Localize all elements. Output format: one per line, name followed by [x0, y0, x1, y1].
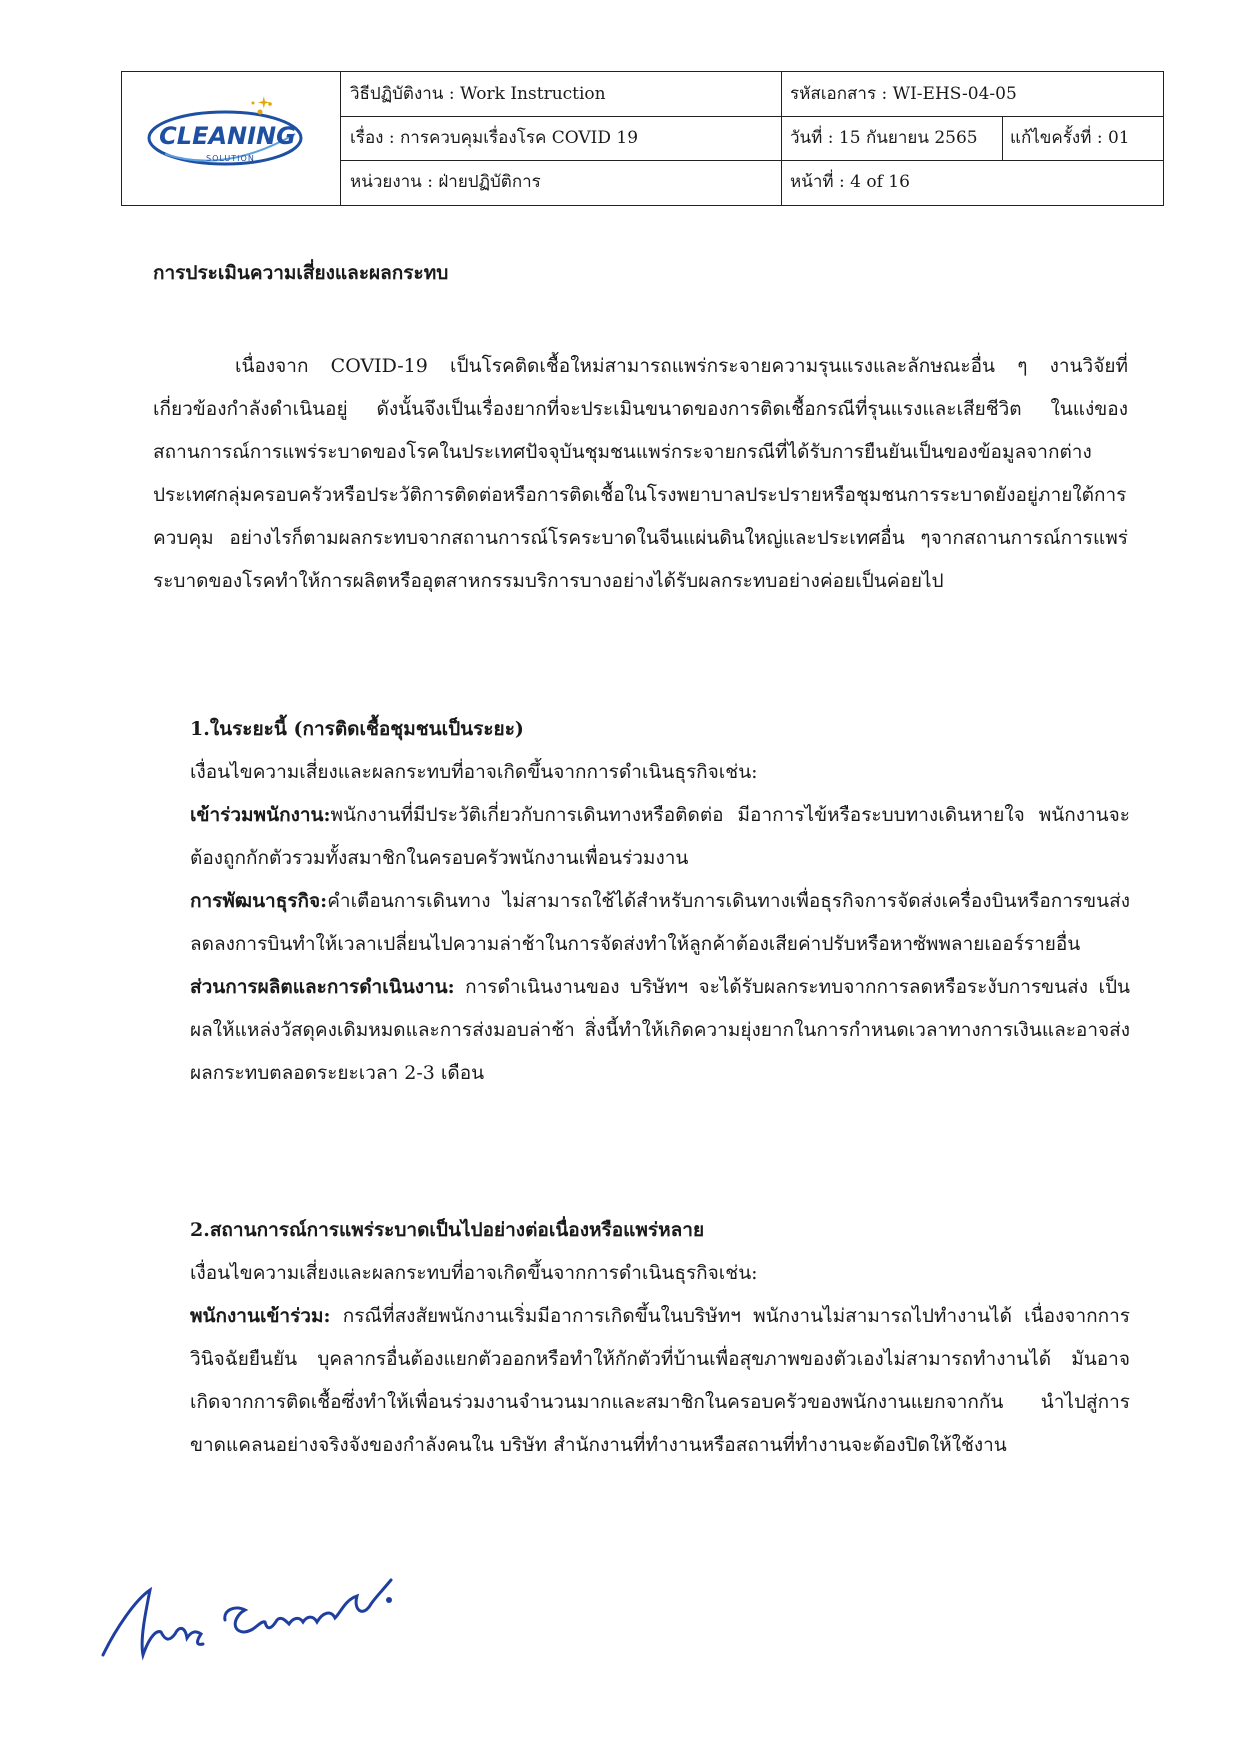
document-header-table [121, 71, 1164, 206]
section-2 [190, 1209, 1130, 1467]
doc-department: หน่วยงาน : ฝ่ายปฏิบัติการ [350, 172, 541, 192]
section-2-title: 2.สถานการณ์การแพร่ระบาดเป็นไปอย่างต่อเนื่องหรือแพร่หลาย [190, 1219, 705, 1241]
company-logo [150, 102, 300, 177]
doc-code: รหัสเอกสาร : WI-EHS-04-05 [790, 84, 1017, 104]
section-1 [190, 708, 1130, 1095]
header-divider [781, 72, 782, 205]
header-divider [340, 72, 341, 205]
section-1-item [190, 880, 1130, 966]
intro-paragraph: เนื่องจาก COVID-19 เป็นโรคติดเชื้อใหม่สามารถแพร่กระจายความรุนแรงและลักษณะอื่น ๆ งานวิจัยที่เกี่ยวข้องกำลังดำเนินอยู่ ดังนั้นจึงเป็นเรื่องยากที่จะประเมินขนาดของการติดเชื้อกรณีที่รุนแรงและเสียชีวิต ในแง่ของสถานการณ์การแพร่ระบาดของโรคในประเทศปัจจุบันชุมชนแพร่กระจายกรณีที่ได้รับการยืนยันเป็นของข้อมูลจากต่างประเทศกลุ่มครอบครัวหรือประวัติการติดต่อหรือการติดเชื้อในโรงพยาบาลประปรายหรือชุมชนการระบาดยังอยู่ภายใต้การควบคุม อย่างไรก็ตามผลกระทบจากสถานการณ์โรคระบาดในจีนแผ่นดินใหญ่และประเทศอื่น ๆจากสถานการณ์การแพร่ระบาดของโรคทำให้การผลิตหรืออุตสาหกรรมบริการบางอย่างได้รับผลกระทบอย่างค่อยเป็นค่อยไป [153, 355, 1128, 592]
section-2-item [190, 1295, 1130, 1467]
item-label: เข้าร่วมพนักงาน: [190, 804, 331, 826]
item-label: ส่วนการผลิตและการดำเนินงาน: [190, 976, 455, 998]
section-1-lead: เงื่อนไขความเสี่ยงและผลกระทบที่อาจเกิดขึ้นจากการดำเนินธุรกิจเช่น: [190, 761, 758, 783]
logo-subtitle: SOLUTION [206, 154, 255, 163]
header-divider [1002, 116, 1003, 160]
doc-subject: เรื่อง : การควบคุมเรื่องโรค COVID 19 [350, 128, 639, 148]
section-1-item [190, 794, 1130, 880]
logo-wordmark: CLEANING [159, 122, 296, 150]
doc-type: วิธีปฏิบัติงาน : Work Instruction [350, 84, 606, 104]
item-text: กรณีที่สงสัยพนักงานเริ่มมีอาการเกิดขึ้นในบริษัทฯ พนักงานไม่สามารถไปทำงานได้ เนื่องจากการวินิจฉัยยืนยัน บุคลากรอื่นต้องแยกตัวออกหรือทำให้กักตัวที่บ้านเพื่อสุขภาพของตัวเองไม่สามารถทำงานได้ มันอาจเกิดจากการติดเชื้อซึ่งทำให้เพื่อนร่วมงานจำนวนมากและสมาชิกในครอบครัวของพนักงานแยกจากกัน นำไปสู่การขาดแคลนอย่างจริงจังของกำลังคนใน บริษัท สำนักงานที่ทำงานหรือสถานที่ทำงานจะต้องปิดให้ใช้งาน [190, 1305, 1130, 1456]
doc-page-number: หน้าที่ : 4 of 16 [790, 172, 910, 192]
doc-date: วันที่ : 15 กันยายน 2565 [790, 128, 978, 148]
section-1-item [190, 966, 1130, 1095]
section-2-lead: เงื่อนไขความเสี่ยงและผลกระทบที่อาจเกิดขึ้นจากการดำเนินธุรกิจเช่น: [190, 1262, 758, 1284]
item-text: การดำเนินงานของ บริษัทฯ จะได้รับผลกระทบจากการลดหรือระงับการขนส่ง เป็นผลให้แหล่งวัสดุคงเดิมหมดและการส่งมอบล่าช้า สิ่งนี้ทำให้เกิดความยุ่งยากในการกำหนดเวลาทางการเงินและอาจส่งผลกระทบตลอดระยะเวลา 2-3 เดือน [190, 976, 1130, 1084]
doc-revision: แก้ไขครั้งที่ : 01 [1010, 128, 1130, 148]
item-text: คำเตือนการเดินทาง ไม่สามารถใช้ได้สำหรับการเดินทางเพื่อธุรกิจการจัดส่งเครื่องบินหรือการขนส่งลดลงการบินทำให้เวลาเปลี่ยนไปความล่าช้าในการจัดส่งทำให้ลูกค้าต้องเสียค่าปรับหรือหาซัพพลายเออร์รายอื่น [190, 890, 1130, 955]
page-title: การประเมินความเสี่ยงและผลกระทบ [153, 262, 449, 284]
section-1-title: 1.ในระยะนี้ (การติดเชื้อชุมชนเป็นระยะ) [190, 718, 524, 740]
item-text: พนักงานที่มีประวัติเกี่ยวกับการเดินทางหรือติดต่อ มีอาการไข้หรือระบบทางเดินหายใจ พนักงานจะต้องถูกกักตัวรวมทั้งสมาชิกในครอบครัวพนักงานเพื่อนร่วมงาน [190, 804, 1130, 869]
item-label: พนักงานเข้าร่วม: [190, 1305, 331, 1327]
handwritten-signature [95, 1560, 395, 1670]
item-label: การพัฒนาธุรกิจ: [190, 890, 328, 912]
